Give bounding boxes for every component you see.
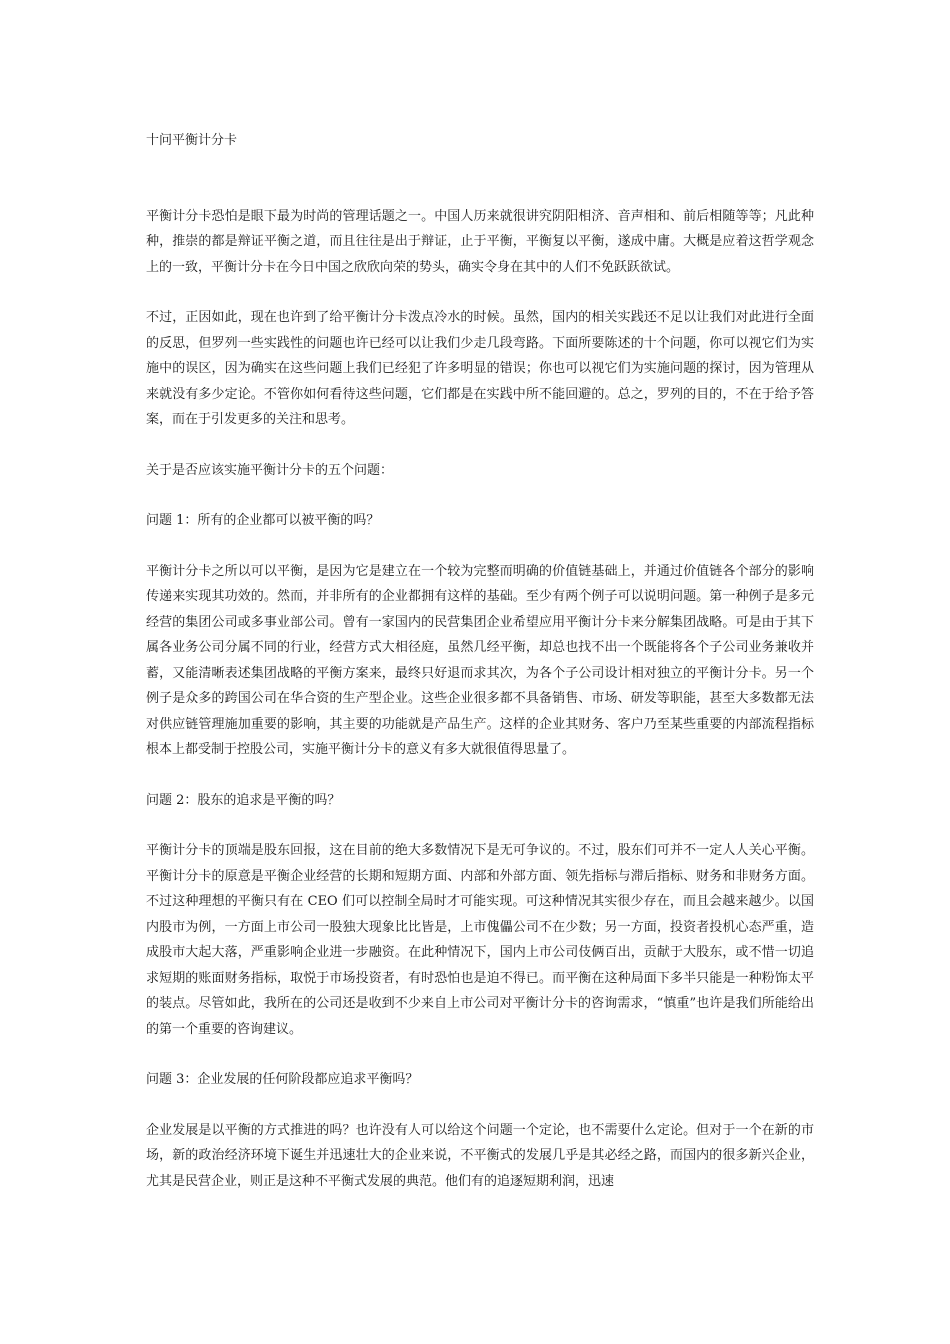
question-1-heading: 问题 1：所有的企业都可以被平衡的吗？ [146, 513, 380, 528]
question-2-heading: 问题 2：股东的追求是平衡的吗？ [146, 792, 341, 808]
question-2-paragraph: 平衡计分卡的顶端是股东回报，这在目前的绝大多数情况下是无可争议的。不过，股东们可并不一定人人关心平衡。平衡计分卡的原意是平衡企业经营的长期和短期方面、内部和外部方面、领先指标与滞后指标、财务和非财务方面。不过这种理想的平衡只有在 CEO 们可以控制全局时才可能实现。可这种情况其实很少存在，而且会越来越少。以国内股市为例，一方面上市公司一股独大现象比比皆是，上市傀儡公司不在少数；另一方面，投资者投机心态严重，造成股市大起大落，严重影响企业进一步融资。在此种情况下，国内上市公司伎俩百出，贡献于大股东，或不惜一切追求短期的账面财务指标，取悦于市场投资者，有时恐怕也是迫不得已。而平衡在这种局面下多半只能是一种粉饰太平的装点。尽管如此，我所在的公司还是收到不少来自上市公司对平衡计分卡的咨询需求，“慎重”也许是我们所能给出的第一个重要的咨询建议。 [146, 843, 814, 1037]
question-3-heading: 问题 3：企业发展的任何阶段都应追求平衡吗？ [146, 1072, 419, 1087]
question-3-paragraph: 企业发展是以平衡的方式推进的吗？也许没有人可以给这个问题一个定论，也不需要什么定论。但对于一个在新的市场，新的政治经济环境下诞生并迅速壮大的企业来说，不平衡式的发展几乎是其必经之路，而国内的很多新兴企业，尤其是民营企业，则正是这种不平衡式发展的典范。他们有的追逐短期利润，迅速 [146, 1122, 814, 1189]
title-spacer [146, 154, 814, 204]
section-heading: 关于是否应该实施平衡计分卡的五个问题： [146, 462, 394, 478]
question-1-paragraph: 平衡计分卡之所以可以平衡，是因为它是建立在一个较为完整而明确的价值链基础上，并通过价值链各个部分的影响传递来实现其功效的。然而，并非所有的企业都拥有这样的基础。至少有两个例子可以说明问题。第一种例子是多元经营的集团公司或多事业部公司。曾有一家国内的民营集团企业希望应用平衡计分卡来分解集团战略。可是由于其下属各业务公司分属不同的行业，经营方式大相径庭，虽然几经平衡，却总也找不出一个既能将各个子公司业务兼收并蓄，又能清晰表述集团战略的平衡方案来，最终只好退而求其次，为各个子公司设计相对独立的平衡计分卡。另一个例子是众多的跨国公司在华合资的生产型企业。这些企业很多都不具备销售、市场、研发等职能，甚至大多数都无法对供应链管理施加重要的影响，其主要的功能就是产品生产。这样的企业其财务、客户乃至某些重要的内部流程指标根本上都受制于控股公司，实施平衡计分卡的意义有多大就很值得思量了。 [146, 563, 814, 757]
document-body [146, 128, 814, 1219]
intro-paragraph: 平衡计分卡恐怕是眼下最为时尚的管理话题之一。中国人历来就很讲究阴阳相济、音声相和、前后相随等等；凡此种种，推崇的都是辩证平衡之道，而且往往是出于辩证，止于平衡，平衡复以平衡，遂成中庸。大概是应着这哲学观念上的一致，平衡计分卡在今日中国之欣欣向荣的势头，确实令身在其中的人们不免跃跃欲试。 [146, 208, 814, 275]
document-title: 十问平衡计分卡 [146, 133, 238, 148]
disclaimer-paragraph: 不过，正因如此，现在也许到了给平衡计分卡泼点冷水的时候。虽然，国内的相关实践还不足以让我们对此进行全面的反思，但罗列一些实践性的问题也许已经可以让我们少走几段弯路。下面所要陈述的十个问题，你可以视它们为实施中的误区，因为确实在这些问题上我们已经犯了许多明显的错误；你也可以视它们为实施问题的探讨，因为管理从来就没有多少定论。不管你如何看待这些问题，它们都是在实践中所不能回避的。总之，罗列的目的，不在于给予答案，而在于引发更多的关注和思考。 [146, 310, 814, 427]
